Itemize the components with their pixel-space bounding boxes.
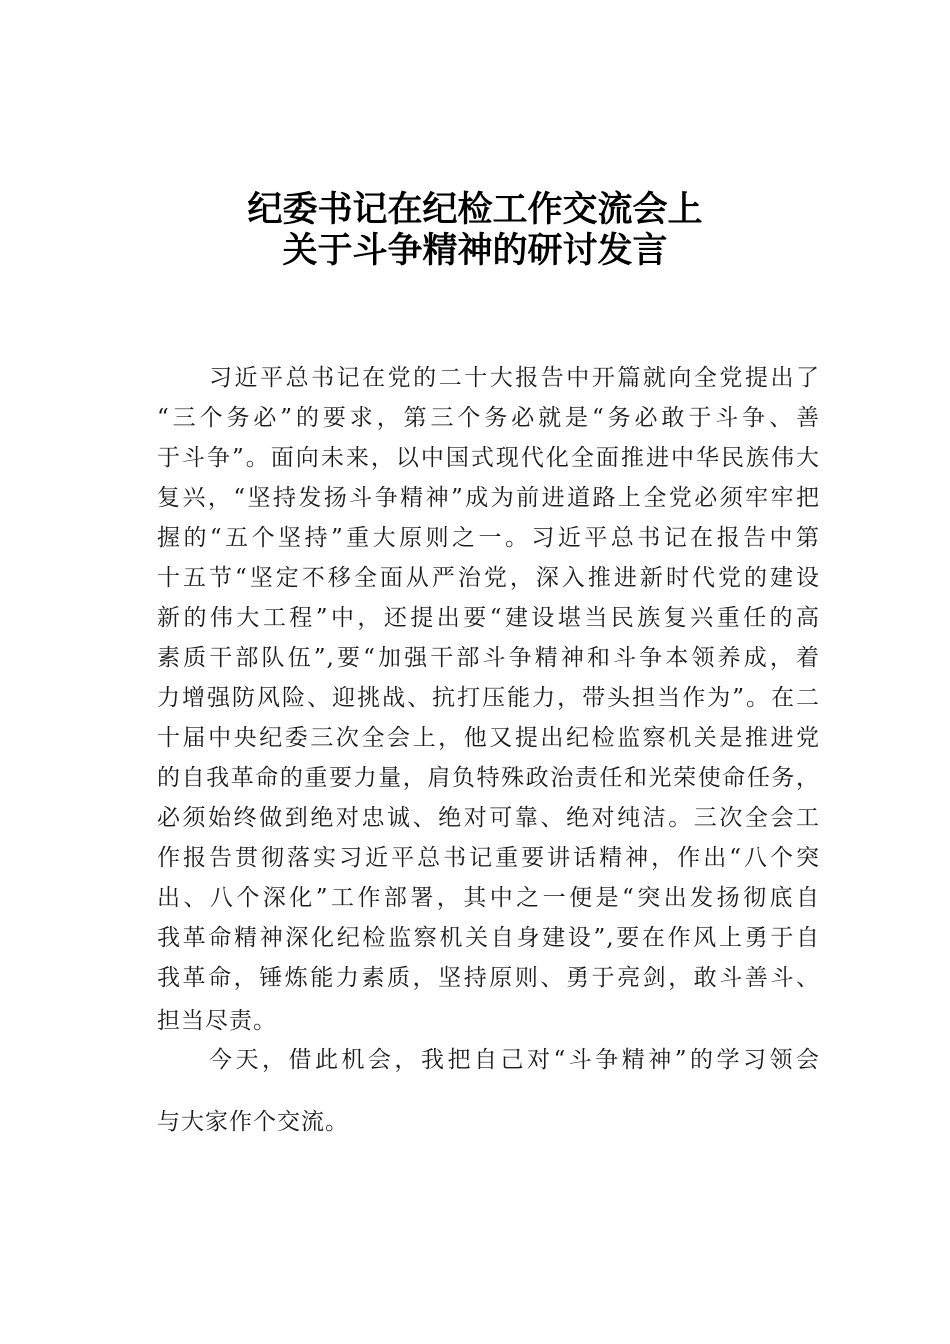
paragraph-1-line: 作报告贯彻落实习近平总书记重要讲话精神，作出“八个突 [157,845,820,871]
paragraph-1-line: 必须始终做到绝对忠诚、绝对可靠、绝对纯洁。三次全会工 [157,805,820,831]
paragraph-1-line: 习近平总书记在党的二十大报告中开篇就向全党提出了 [209,365,820,391]
paragraph-1-line: 担当尽责。 [157,1008,277,1034]
paragraph-1-line: 我革命，锤炼能力素质，坚持原则、勇于亮剑，敢斗善斗、 [157,965,820,991]
paragraph-1-line: 十届中央纪委三次全会上，他又提出纪检监察机关是推进党 [157,725,820,751]
paragraph-1-line: 于斗争”。面向未来，以中国式现代化全面推进中华民族伟大 [157,445,820,471]
paragraph-2-line: 与大家作个交流。 [157,1109,349,1135]
paragraph-1-line: 力增强防风险、迎挑战、抗打压能力，带头担当作为”。在二 [157,685,820,711]
paragraph-1-line: 十五节“坚定不移全面从严治党，深入推进新时代党的建设 [157,565,820,591]
paragraph-1-line: “三个务必”的要求，第三个务必就是“务必敢于斗争、善 [157,405,820,431]
document-title-line-2: 关于斗争精神的研讨发言 [282,230,668,271]
paragraph-1-line: 复兴，“坚持发扬斗争精神”成为前进道路上全党必须牢牢把 [157,485,820,511]
paragraph-1-line: 我革命精神深化纪检监察机关自身建设”,要在作风上勇于自 [157,925,820,951]
paragraph-2-line: 今天，借此机会，我把自己对“斗争精神”的学习领会 [209,1047,820,1073]
document-title-line-1: 纪委书记在纪检工作交流会上 [247,189,703,230]
paragraph-1-line: 素质干部队伍”,要“加强干部斗争精神和斗争本领养成，着 [157,645,820,671]
paragraph-1-line: 新的伟大工程”中，还提出要“建设堪当民族复兴重任的高 [157,605,820,631]
paragraph-1-line: 出、八个深化”工作部署，其中之一便是“突出发扬彻底自 [157,885,820,911]
paragraph-1-line: 的自我革命的重要力量，肩负特殊政治责任和光荣使命任务， [157,765,820,791]
paragraph-1-line: 握的“五个坚持”重大原则之一。习近平总书记在报告中第 [157,525,820,551]
